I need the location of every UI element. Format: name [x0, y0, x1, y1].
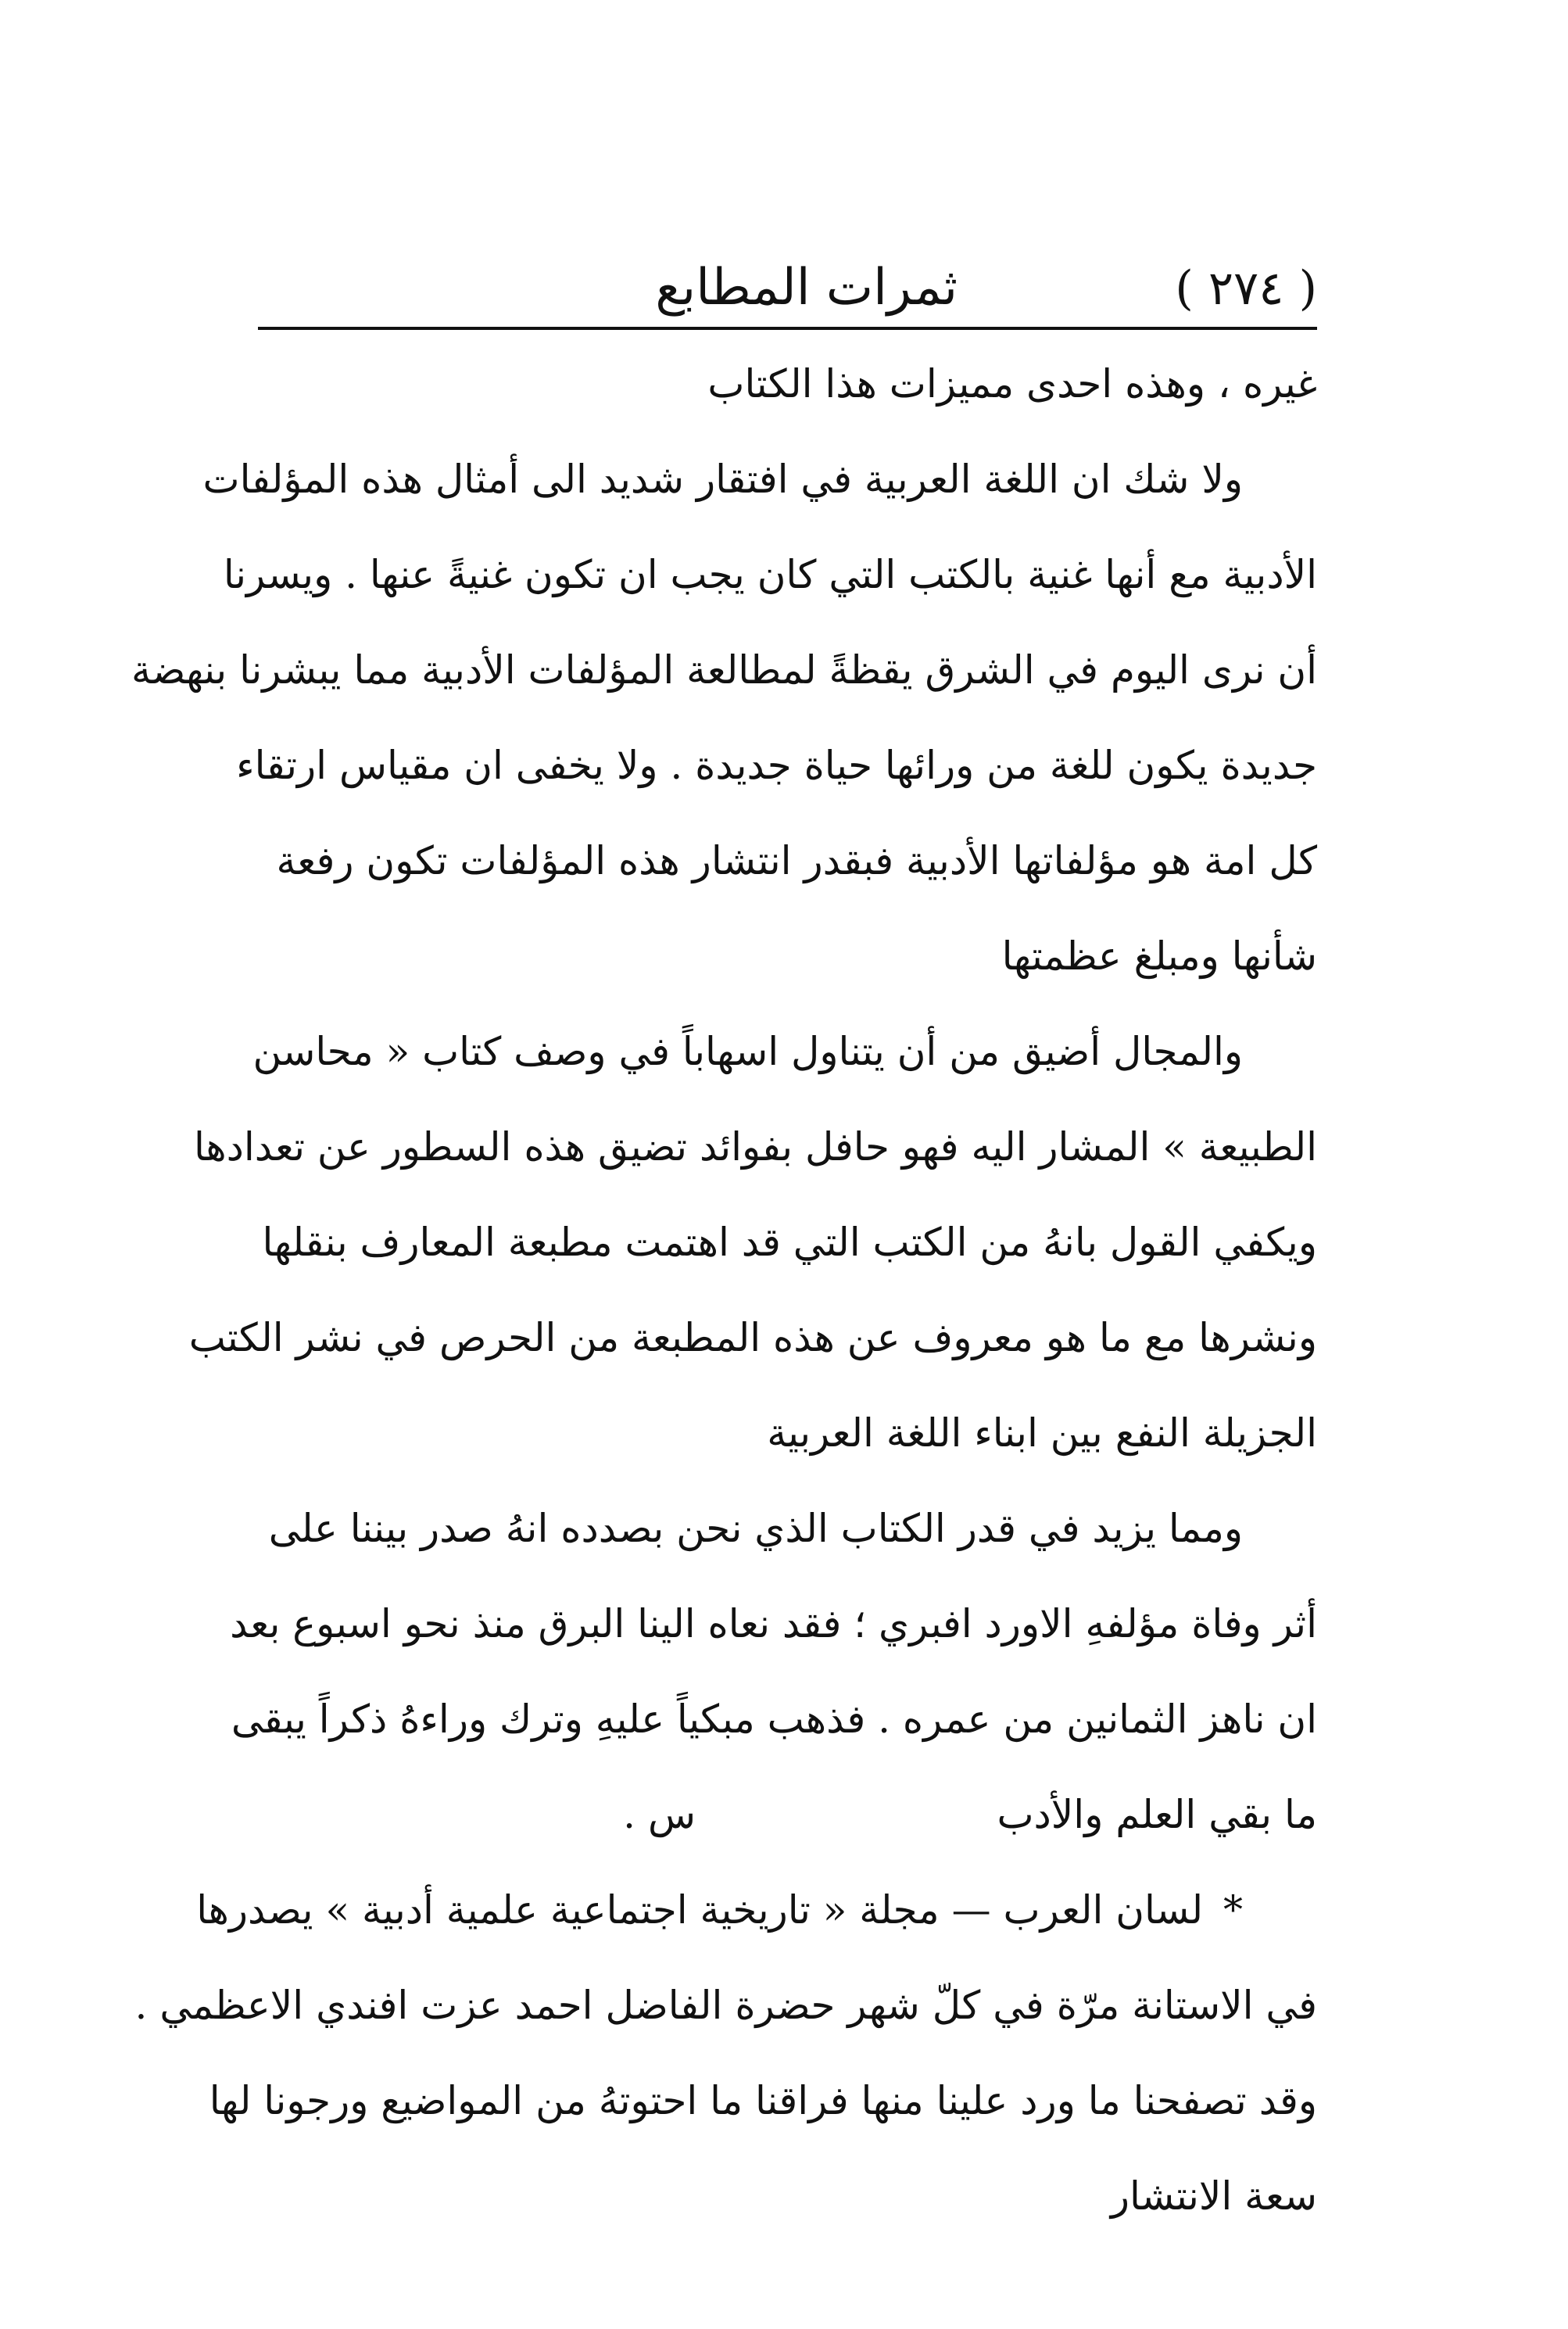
text-line: ان ناهز الثمانين من عمره . فذهب مبكياً عليهِ وترك وراءهُ ذكراً يبقى [231, 1697, 1317, 1742]
running-header [258, 246, 1317, 332]
text-line: الأدبية مع أنها غنية بالكتب التي كان يجب ان تكون غنيةً عنها . ويسرنا [223, 552, 1317, 597]
text-line-with-signature [258, 1767, 1317, 1862]
text-line: ويكفي القول بانهُ من الكتب التي قد اهتمت مطبعة المعارف بنقلها [262, 1220, 1317, 1265]
header-rule [258, 327, 1317, 330]
article-body [131, 336, 1317, 2244]
bulleted-line [196, 1862, 1317, 1958]
text-line: ونشرها مع ما هو معروف عن هذه المطبعة من الحرص في نشر الكتب [188, 1315, 1317, 1360]
bullet-icon: * [1223, 1887, 1243, 1933]
text-line: أن نرى اليوم في الشرق يقظةً لمطالعة المؤلفات الأدبية مما يبشرنا بنهضة [131, 647, 1317, 693]
text-line: وقد تصفحنا ما ورد علينا منها فراقنا ما احتوتهُ من المواضيع ورجونا لها [209, 2078, 1317, 2123]
text-line: جديدة يكون للغة من ورائها حياة جديدة . ولا يخفى ان مقياس ارتقاء [236, 743, 1317, 788]
text-line: أثر وفاة مؤلفهِ الاورد افبري ؛ فقد نعاه الينا البرق منذ نحو اسبوع بعد [230, 1601, 1317, 1646]
text-line: ولا شك ان اللغة العربية في افتقار شديد الى أمثال هذه المؤلفات [202, 457, 1243, 502]
text-line: الطبيعة » المشار اليه فهو حافل بفوائد تضيق هذه السطور عن تعدادها [193, 1124, 1317, 1170]
text-line: لسان العرب — مجلة « تاريخية اجتماعية علمية أدبية » يصدرها [196, 1887, 1204, 1933]
author-signature: س . [623, 1792, 696, 1837]
text-line: في الاستانة مرّة في كلّ شهر حضرة الفاضل احمد عزت افندي الاعظمي . [134, 1983, 1317, 2028]
text-line: ما بقي العلم والأدب [997, 1792, 1317, 1837]
running-title: ثمرات المطابع [655, 259, 958, 317]
text-line: الجزيلة النفع بين ابناء اللغة العربية [767, 1410, 1317, 1456]
page-number: ( ٢٧٤ ) [1175, 261, 1317, 316]
text-line: والمجال أضيق من أن يتناول اسهاباً في وصف كتاب « محاسن [252, 1029, 1243, 1074]
text-line: ومما يزيد في قدر الكتاب الذي نحن بصدده انهُ صدر بيننا على [268, 1506, 1243, 1551]
text-line: شأنها ومبلغ عظمتها [1001, 933, 1317, 979]
text-line: غيره ، وهذه احدى مميزات هذا الكتاب [707, 361, 1317, 407]
text-line: سعة الانتشار [1110, 2173, 1317, 2219]
text-line: كل امة هو مؤلفاتها الأدبية فبقدر انتشار هذه المؤلفات تكون رفعة [276, 838, 1317, 883]
